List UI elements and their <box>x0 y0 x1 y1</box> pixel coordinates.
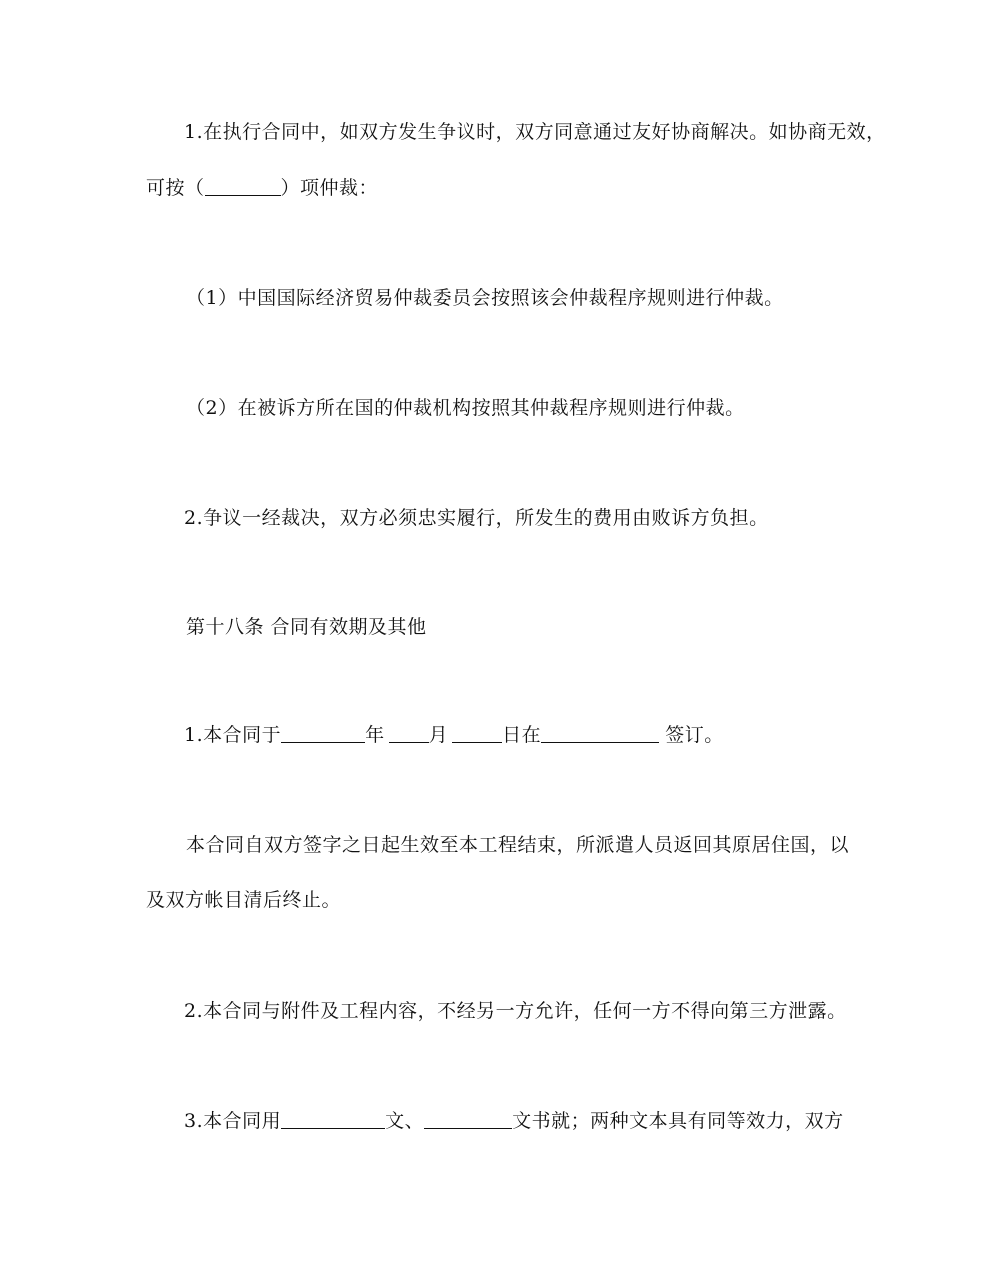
signing-prefix: 1.本合同于 <box>184 724 282 746</box>
validity-text-1: 本合同自双方签字之日起生效至本工程结束，所派遣人员返回其原居住国，以 <box>186 834 850 856</box>
signing-year-blank[interactable] <box>281 724 365 743</box>
clause18-heading <box>186 614 427 640</box>
clause17-item1-cont-before: 可按（ <box>146 177 205 199</box>
clause18-item2 <box>184 998 847 1024</box>
language-1-blank[interactable] <box>281 1110 385 1129</box>
arbitration-option-1-text: （1）中国国际经济贸易仲裁委员会按照该会仲裁程序规则进行仲裁。 <box>186 287 784 309</box>
validity-line1 <box>186 832 849 858</box>
clause18-item3 <box>184 1108 844 1134</box>
arbitration-option-1 <box>186 285 784 311</box>
clause17-item1-text: 1.在执行合同中，如双方发生争议时，双方同意通过友好协商解决。如协商无效， <box>184 121 886 143</box>
language-1-label: 文、 <box>385 1110 425 1132</box>
arbitration-option-2-text: （2）在被诉方所在国的仲裁机构按照其仲裁程序规则进行仲裁。 <box>186 397 745 419</box>
language-prefix: 3.本合同用 <box>184 1110 282 1132</box>
clause17-item2-text: 2.争议一经裁决，双方必须忠实履行，所发生的费用由败诉方负担。 <box>184 507 769 529</box>
language-2-blank[interactable] <box>424 1110 512 1129</box>
clause18-item1 <box>184 722 724 748</box>
signing-month-label: 月 <box>428 724 449 746</box>
language-2-label: 文书就；两种文本具有同等效力，双方 <box>512 1110 844 1132</box>
clause17-item1-cont-after: ）项仲裁： <box>280 177 379 199</box>
clause18-item2-text: 2.本合同与附件及工程内容，不经另一方允许，任何一方不得向第三方泄露。 <box>184 1000 847 1022</box>
validity-line2 <box>146 887 341 913</box>
signing-month-blank[interactable] <box>389 724 429 743</box>
signing-day-blank[interactable] <box>452 724 502 743</box>
signing-day-label: 日在 <box>502 724 542 746</box>
signing-year-label: 年 <box>365 724 385 746</box>
arbitration-option-2 <box>186 395 745 421</box>
validity-text-2: 及双方帐目清后终止。 <box>146 889 342 911</box>
signing-place-blank[interactable] <box>541 724 659 743</box>
clause17-item2 <box>184 505 769 531</box>
arbitration-option-blank[interactable] <box>205 177 281 196</box>
clause18-heading-text: 第十八条 合同有效期及其他 <box>186 616 427 638</box>
clause17-item1-line1 <box>184 119 886 145</box>
signing-signed-label: 签订。 <box>665 724 724 746</box>
clause17-item1-line2 <box>146 175 378 201</box>
